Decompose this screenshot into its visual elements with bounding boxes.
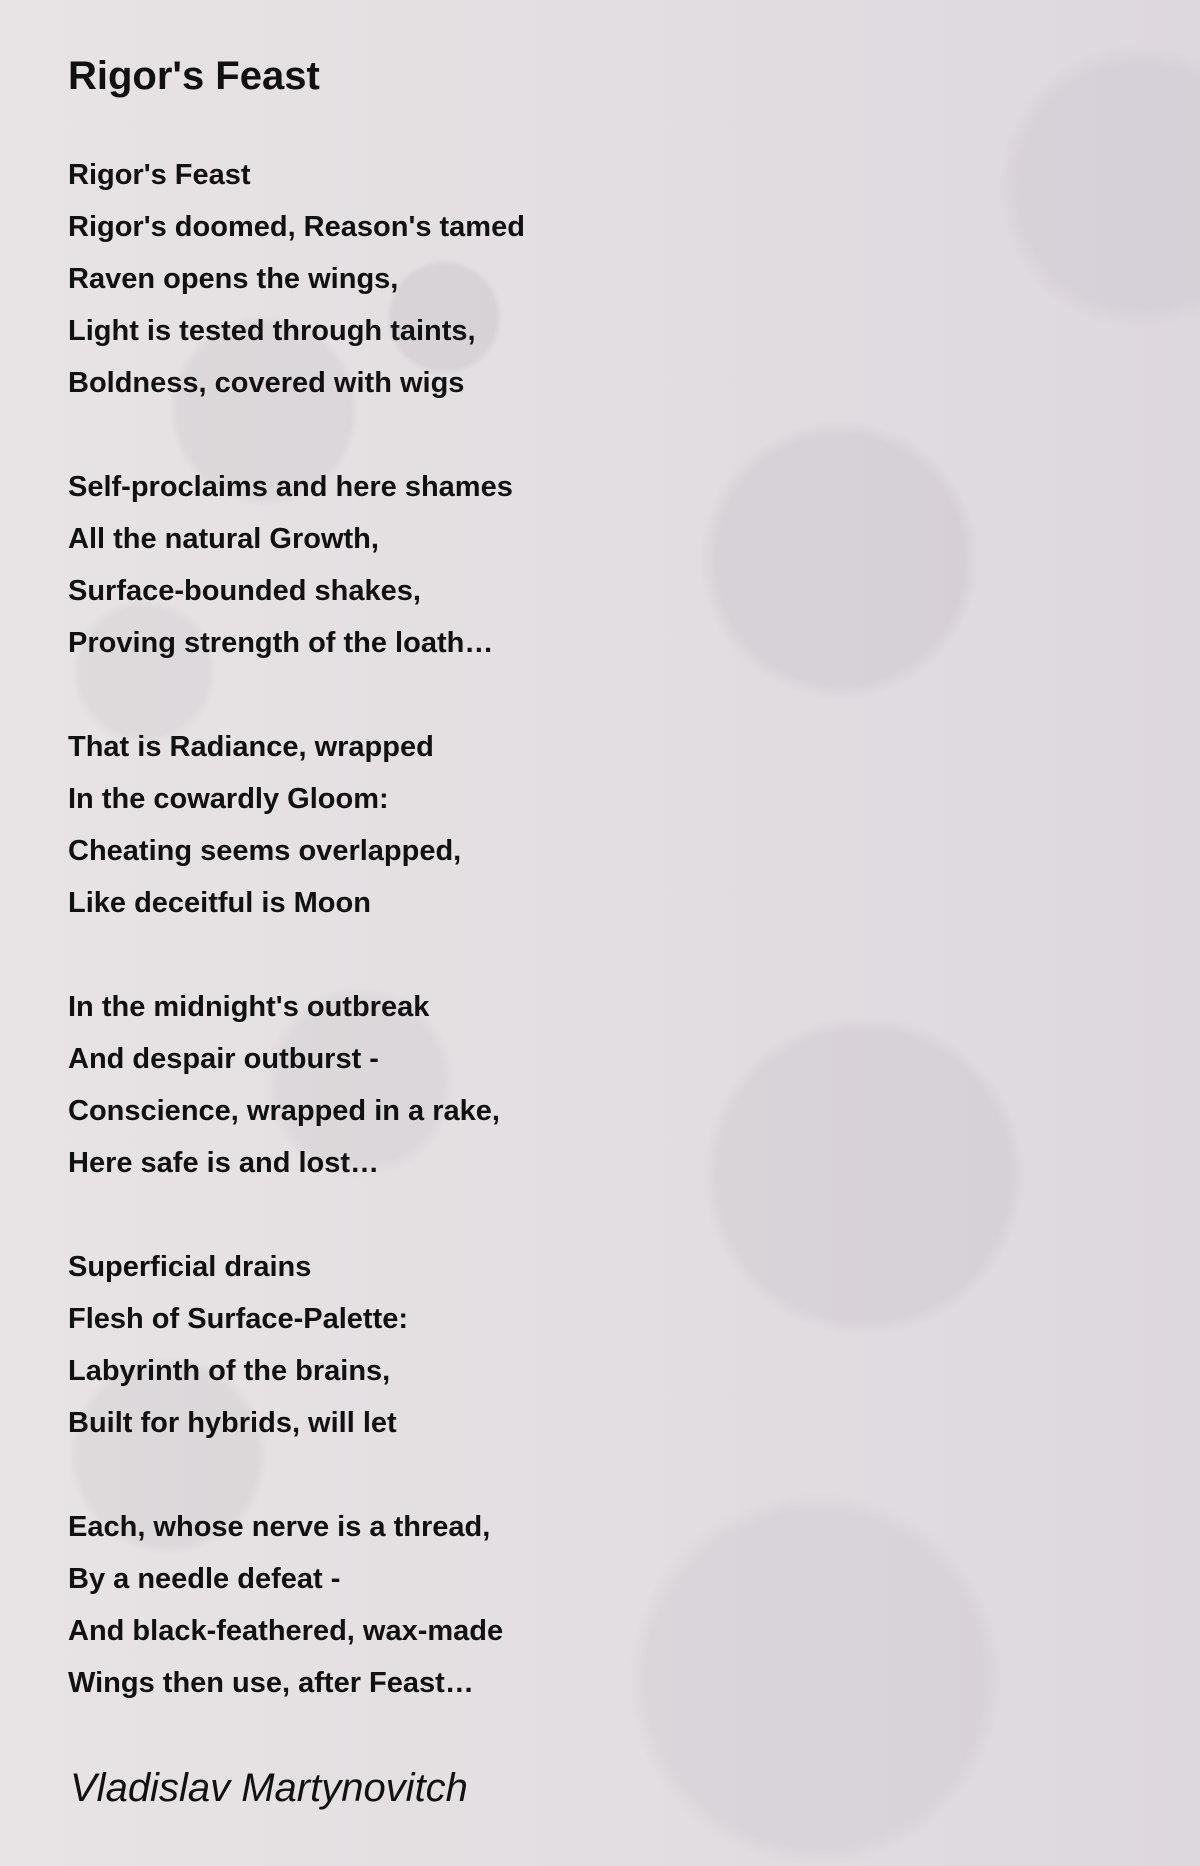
poem-line: By a needle defeat - — [68, 1563, 341, 1595]
poem-line: Raven opens the wings, — [68, 263, 399, 295]
stanza-4 — [68, 981, 768, 1189]
poem-line: Proving strength of the loath… — [68, 627, 494, 659]
poem-line: Superficial drains — [68, 1251, 312, 1283]
poem-line: Rigor's doomed, Reason's tamed — [68, 211, 525, 243]
stanza-divider — [68, 929, 768, 981]
poem-line: Rigor's Feast — [68, 159, 251, 191]
stanza-1 — [68, 149, 768, 409]
poem-line: Surface-bounded shakes, — [68, 575, 421, 607]
poem-line: Like deceitful is Moon — [68, 887, 371, 919]
poem-line: Boldness, covered with wigs — [68, 367, 465, 399]
poem-line: And black-feathered, wax-made — [68, 1615, 504, 1647]
poem-line: Labyrinth of the brains, — [68, 1355, 391, 1387]
poem-line: Self-proclaims and here shames — [68, 471, 513, 503]
stanza-5 — [68, 1241, 768, 1449]
poem-line: Wings then use, after Feast… — [68, 1667, 474, 1699]
poem-body — [68, 149, 768, 1709]
poem-line: That is Radiance, wrapped — [68, 731, 434, 763]
stanza-divider — [68, 409, 768, 461]
poem-line: All the natural Growth, — [68, 523, 379, 555]
poem-line: Built for hybrids, will let — [68, 1407, 397, 1439]
poem-line: Light is tested through taints, — [68, 315, 476, 347]
author-signature: Vladislav Martynovitch — [70, 1766, 468, 1810]
poem-line: Conscience, wrapped in a rake, — [68, 1095, 500, 1127]
poem-line: Each, whose nerve is a thread, — [68, 1511, 491, 1543]
stanza-divider — [68, 1449, 768, 1501]
poem-line: Cheating seems overlapped, — [68, 835, 462, 867]
poem-line: In the midnight's outbreak — [68, 991, 430, 1023]
poem-title: Rigor's Feast — [68, 54, 320, 98]
poem-line: And despair outburst - — [68, 1043, 379, 1075]
poem-line: In the cowardly Gloom: — [68, 783, 389, 815]
stanza-3 — [68, 721, 768, 929]
stanza-2 — [68, 461, 768, 669]
stanza-divider — [68, 669, 768, 721]
stanza-6 — [68, 1501, 768, 1709]
poem-line: Here safe is and lost… — [68, 1147, 380, 1179]
poem-line: Flesh of Surface-Palette: — [68, 1303, 409, 1335]
stanza-divider — [68, 1189, 768, 1241]
